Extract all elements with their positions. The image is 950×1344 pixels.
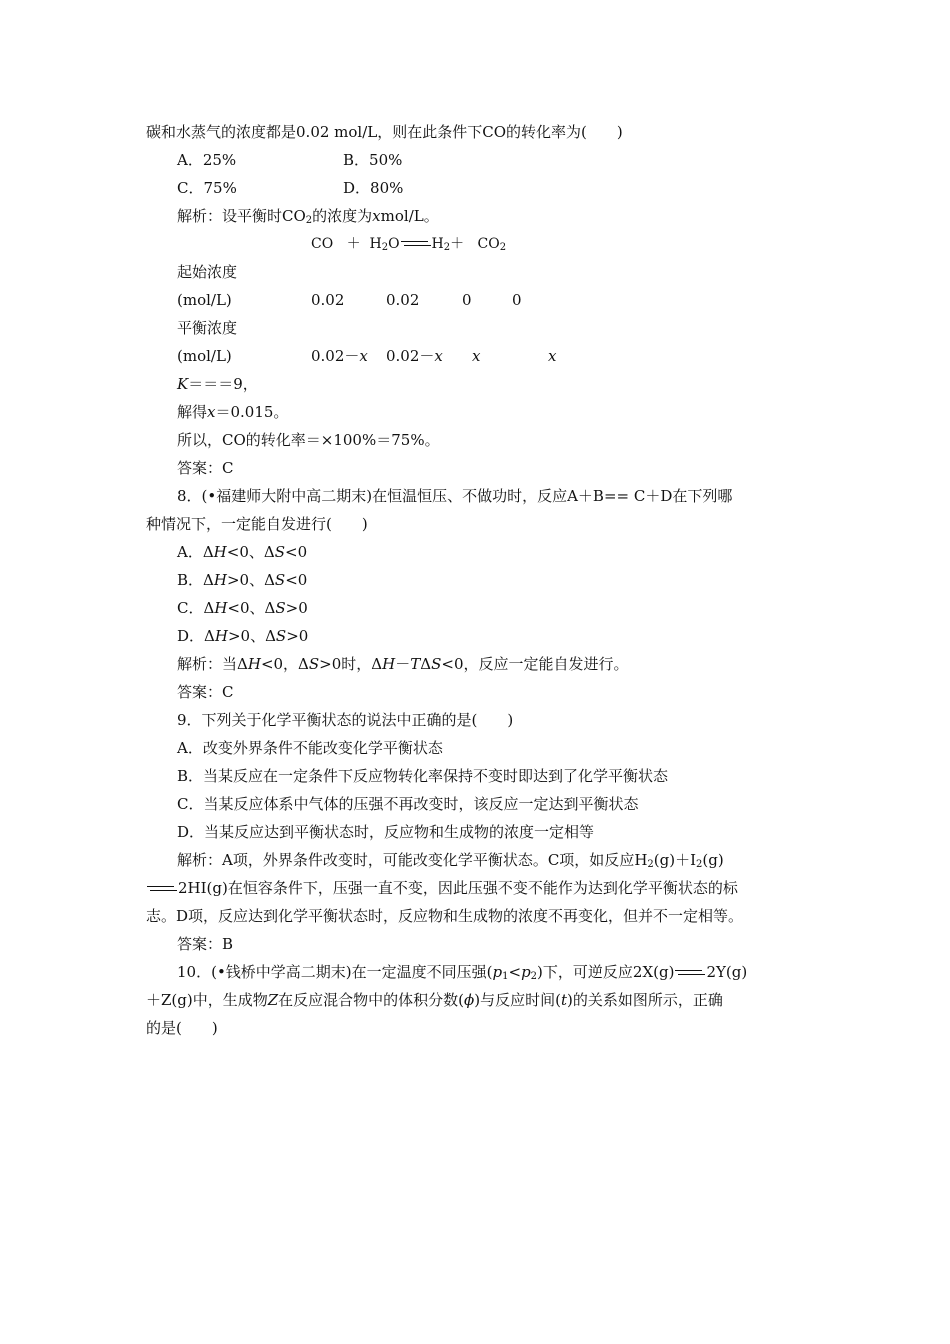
- q7-option-d: D．80%: [343, 179, 404, 197]
- q7-start-h2o: 0.02: [386, 291, 420, 309]
- q8-option-c: C．ΔH<0、ΔS>0: [177, 599, 308, 617]
- q7-eq-h2o: 0.02－x: [386, 347, 443, 365]
- q9-option-a: A．改变外界条件不能改变化学平衡状态: [177, 739, 443, 757]
- q8-option-d: D．ΔH>0、ΔS>0: [177, 627, 309, 645]
- q10-stem-line-1: 10．(•钱桥中学高二期末)在一定温度不同压强$(p_1<p_2)$下，可逆反应2X(g) 2Y(g): [177, 963, 748, 982]
- q7-eq-co: 0.02－x: [311, 347, 368, 365]
- q7-reaction-equation: CO ＋ $H_2O$ $H_2+$ $CO_2$: [311, 236, 507, 253]
- q7-answer: 答案：C: [177, 459, 234, 477]
- q7-start-label: 起始浓度: [177, 263, 238, 281]
- q9-option-c: C．当某反应体系中气体的压强不再改变时，该反应一定达到平衡状态: [177, 795, 639, 813]
- q7-start-co2: 0: [512, 291, 522, 309]
- q9-analysis-line-1: 解析：A项，外界条件改变时，可能改变化学平衡状态。C项，如反应$H_2(g)+I_2(g)$: [177, 851, 724, 870]
- q7-eq-co2: x: [548, 347, 557, 365]
- q9-answer: 答案：B: [177, 935, 234, 953]
- q7-start-h2: 0: [462, 291, 472, 309]
- q7-option-b: B．50%: [343, 151, 403, 169]
- q7-option-a: A．25%: [177, 151, 237, 169]
- q9-stem: 9．下列关于化学平衡状态的说法中正确的是( ): [177, 711, 514, 729]
- q8-answer: 答案：C: [177, 683, 234, 701]
- q7-stem: 碳和水蒸气的浓度都是0.02 mol/L，则在此条件下CO的转化率为( ): [146, 123, 623, 141]
- q9-analysis-line-2: 2HI(g)在恒容条件下，压强一直不变，因此压强不变不能作为达到化学平衡状态的标: [146, 878, 738, 898]
- q8-stem-line-2: 种情况下，一定能自发进行( ): [146, 515, 368, 533]
- q8-analysis: 解析：当ΔH<0，ΔS>0时，ΔH－TΔS<0，反应一定能自发进行。: [177, 655, 629, 673]
- equilibrium-arrow-icon: [675, 969, 705, 977]
- q7-start-co: 0.02: [311, 291, 345, 309]
- q10-stem-line-3: 的是( ): [146, 1019, 218, 1037]
- q7-analysis-intro: 解析：设平衡时$CO_2$的浓度为xmol/L。: [177, 207, 439, 226]
- q7-k-expression: K＝＝＝9，: [177, 375, 258, 393]
- q8-option-a: A．ΔH<0、ΔS<0: [177, 543, 308, 561]
- q8-stem-line-1: 8．(•福建师大附中高二期末)在恒温恒压、不做功时，反应A＋B== C＋D在下列哪: [177, 487, 733, 505]
- equilibrium-arrow-icon: [147, 885, 177, 893]
- q7-unit-1: (mol/L): [177, 291, 232, 309]
- q7-equilibrium-label: 平衡浓度: [177, 319, 238, 337]
- q9-analysis-line-3: 志。D项，反应达到化学平衡状态时，反应物和生成物的浓度不再变化，但并不一定相等。: [146, 907, 744, 925]
- q7-conclusion: 所以，CO的转化率＝×100%＝75%。: [177, 431, 440, 449]
- q9-option-b: B．当某反应在一定条件下反应物转化率保持不变时即达到了化学平衡状态: [177, 767, 669, 785]
- q7-option-c: C．75%: [177, 179, 237, 197]
- q10-stem-line-2: ＋Z(g)中，生成物Z在反应混合物中的体积分数(ϕ)与反应时间(t)的关系如图所示，正确: [146, 991, 723, 1009]
- q9-option-d: D．当某反应达到平衡状态时，反应物和生成物的浓度一定相等: [177, 823, 595, 841]
- q7-eq-h2: x: [472, 347, 481, 365]
- q7-unit-2: (mol/L): [177, 347, 232, 365]
- equilibrium-arrow-icon: [401, 240, 431, 248]
- q8-option-b: B．ΔH>0、ΔS<0: [177, 571, 308, 589]
- q7-solve: 解得x＝0.015。: [177, 403, 289, 421]
